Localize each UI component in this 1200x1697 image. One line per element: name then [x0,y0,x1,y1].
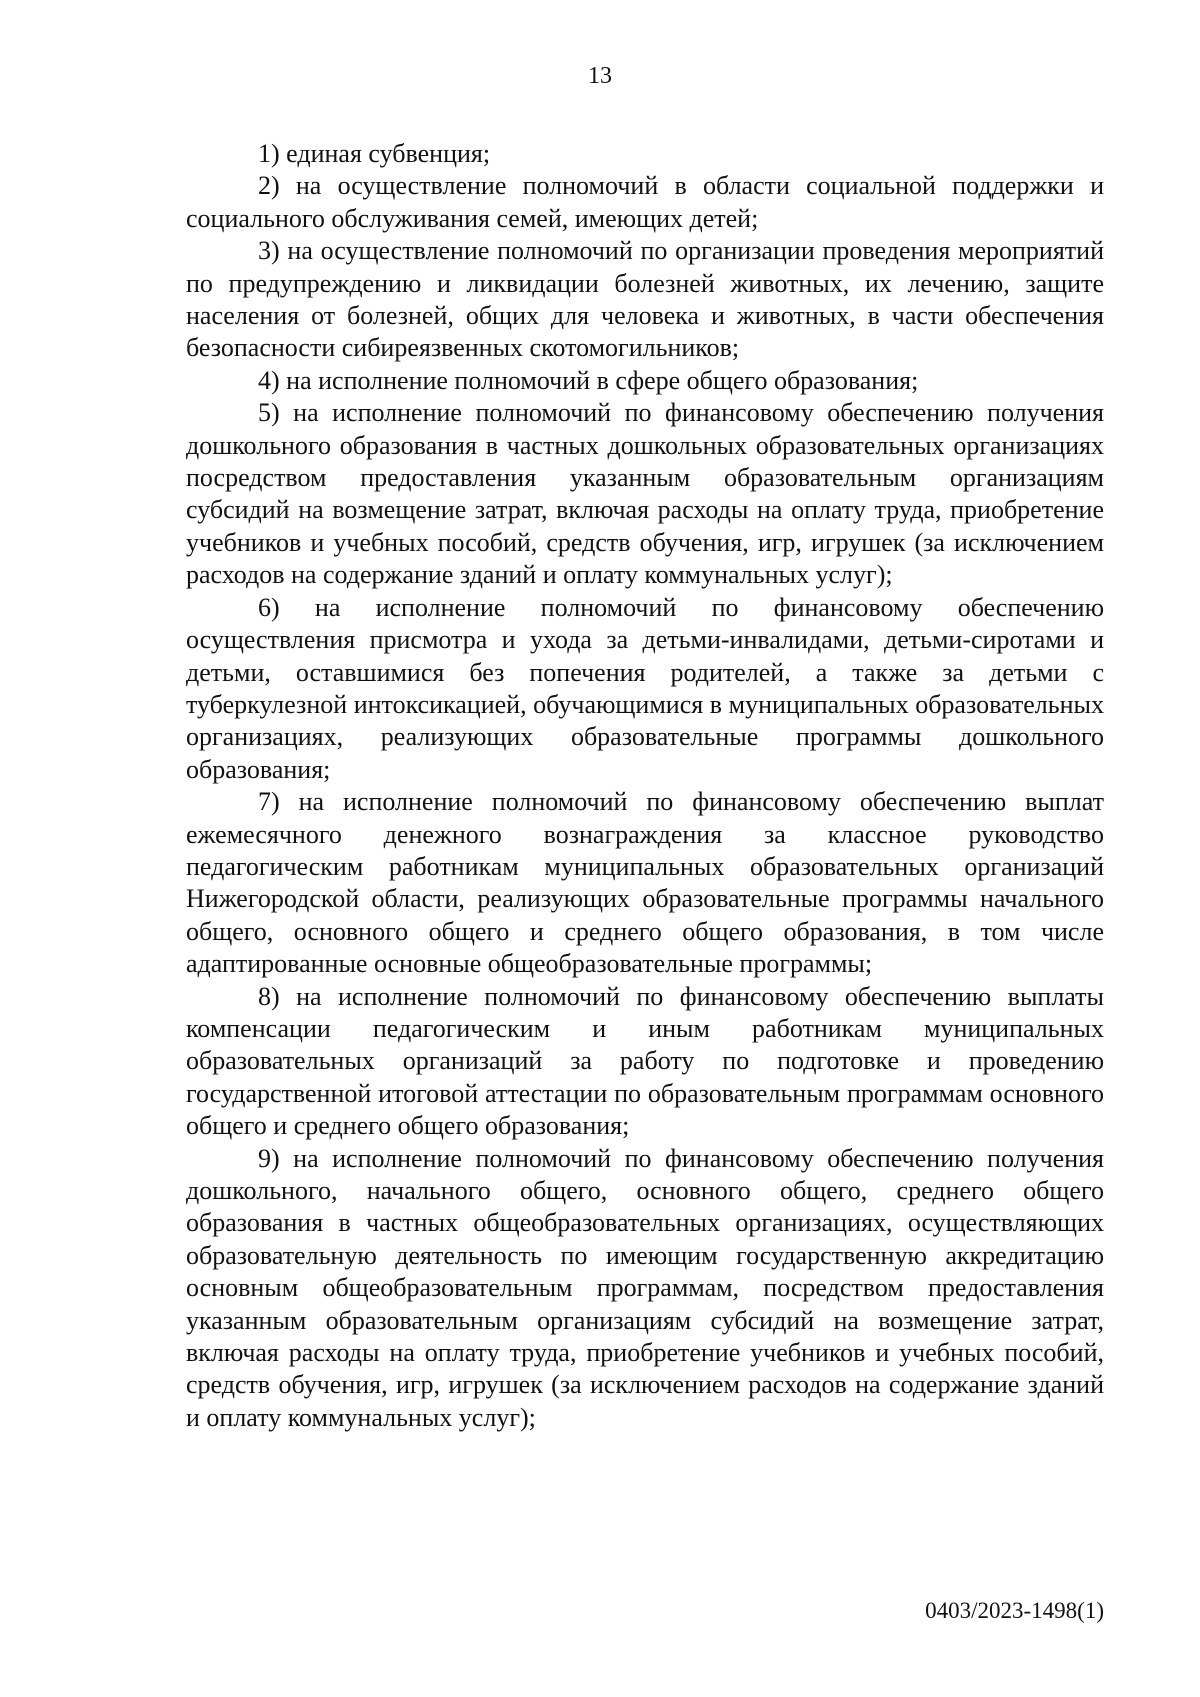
page-number: 13 [588,63,612,89]
list-item: 5) на исполнение полномочий по финансовому обеспечению получения дошкольного образования в частных дошкольных образовательных организациях посредством предоставления указанным образовательным организациям субсидий на возмещение затрат, включая расходы на оплату труда, приобретение учебников и учебных пособий, средств обучения, игр, игрушек (за исключением расходов на содержание зданий и оплату коммунальных услуг); [186,398,1104,590]
list-item: 9) на исполнение полномочий по финансовому обеспечению получения дошкольного, начального общего, основного общего, среднего общего образования в частных общеобразовательных организациях, осуществляющих образовательную деятельность по имеющим государственную аккредитацию основным общеобразовательным программам, посредством предоставления указанным образовательным организациям субсидий на возмещение затрат, включая расходы на оплату труда, приобретение учебников и учебных пособий, средств обучения, игр, игрушек (за исключением расходов на содержание зданий и оплату коммунальных услуг); [186,1143,1104,1432]
list-item: 7) на исполнение полномочий по финансовому обеспечению выплат ежемесячного денежного вознаграждения за классное руководство педагогическим работникам муниципальных образовательных организаций Нижегородской области, реализующих образовательные программы начального общего, основного общего и среднего общего образования, в том числе адаптированные основные общеобразовательные программы; [186,787,1104,979]
list-item: 8) на исполнение полномочий по финансовому обеспечению выплаты компенсации педагогическим и иным работникам муниципальных образовательных организаций за работу по подготовке и проведению государственной итоговой аттестации по образовательным программам основного общего и среднего общего образования; [186,981,1104,1141]
list-item: 3) на осуществление полномочий по организации проведения мероприятий по предупреждению и ликвидации болезней животных, их лечению, защите населения от болезней, общих для человека и животных, в части обеспечения безопасности сибиреязвенных скотомогильников; [186,236,1104,363]
list-item: 4) на исполнение полномочий в сфере общего образования; [258,365,919,395]
list-item: 6) на исполнение полномочий по финансовому обеспечению осуществления присмотра и ухода за детьми-инвалидами, детьми-сиротами и детьми, оставшимися без попечения родителей, а также за детьми с туберкулезной интоксикацией, обучающимися в муниципальных образовательных организациях, реализующих образовательные программы дошкольного образования; [186,592,1104,784]
list-item: 1) единая субвенция; [258,139,491,168]
list-item: 2) на осуществление полномочий в области социальной поддержки и социального обслуживания семей, имеющих детей; [186,171,1104,233]
document-code: 0403/2023-1498(1) [925,1598,1104,1623]
document-body [186,138,1104,1434]
